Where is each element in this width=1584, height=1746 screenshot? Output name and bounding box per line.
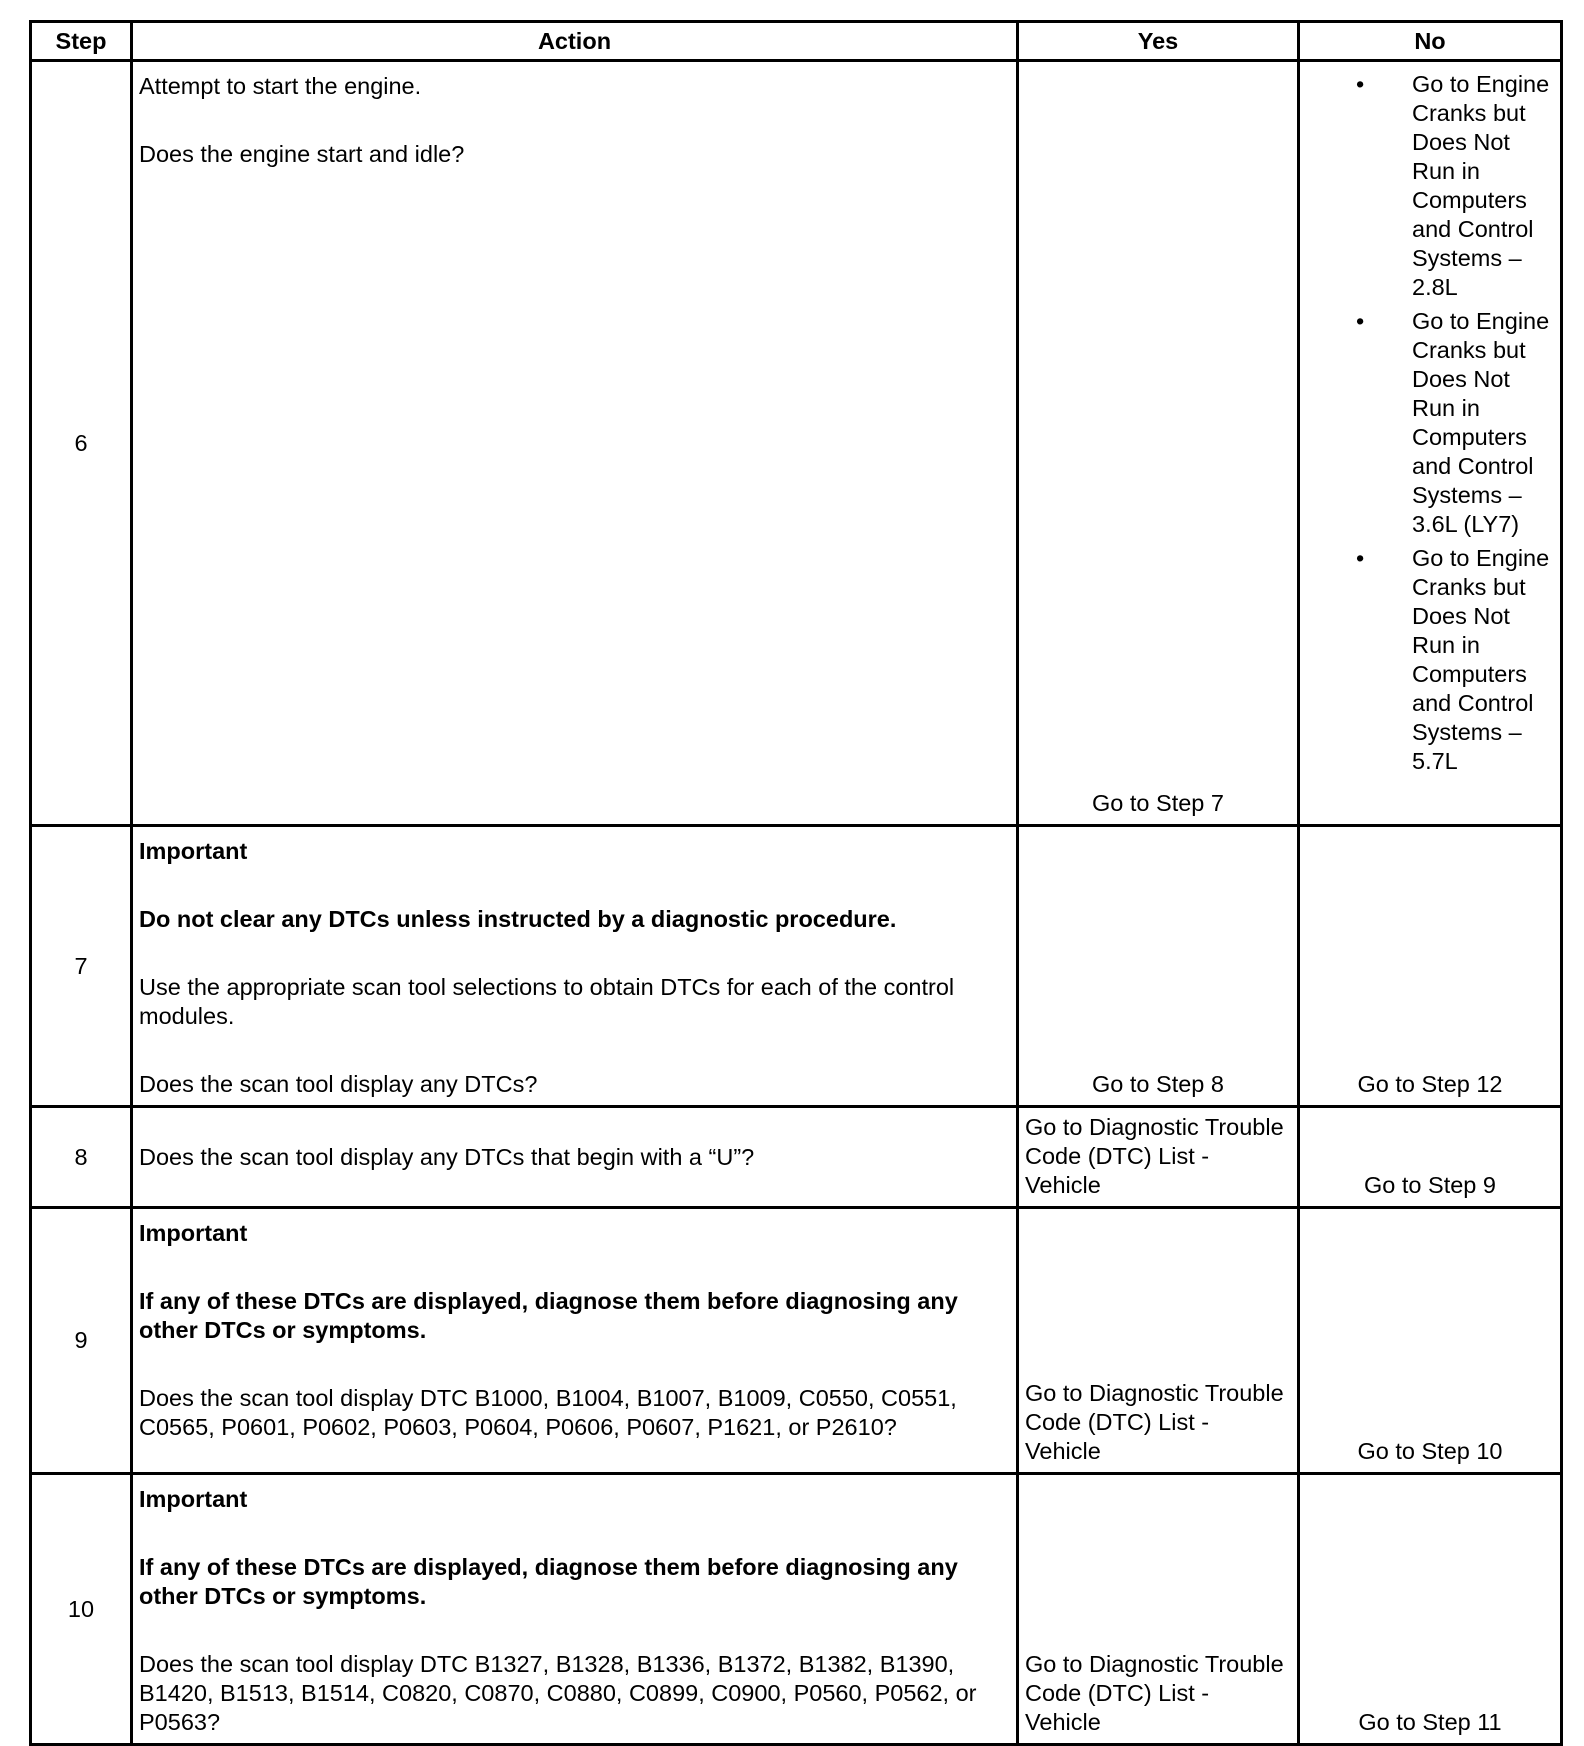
yes-cell[interactable]: Go to Diagnostic Trouble Code (DTC) List - Vehicle <box>1018 1208 1299 1474</box>
yes-cell[interactable]: Go to Diagnostic Trouble Code (DTC) List - Vehicle <box>1018 1474 1299 1745</box>
action-question: Does the scan tool display any DTCs? <box>139 1071 538 1097</box>
diagnostic-table <box>29 20 1563 1746</box>
no-option-link[interactable]: Go to Engine Cranks but Does Not Run in Computers and Control Systems – 5.7L <box>1412 545 1550 774</box>
list-item[interactable] <box>1306 70 1554 302</box>
no-cell[interactable]: Go to Step 10 <box>1299 1208 1562 1474</box>
action-text: Attempt to start the engine. <box>139 73 422 99</box>
important-label: Important <box>139 1220 248 1246</box>
action-question: Does the scan tool display DTC B1000, B1004, B1007, B1009, C0550, C0551, C0565, P0601, P0602, P0603, P0604, P0606, P0607, P1621, or P2610? <box>139 1385 957 1440</box>
step-number: 9 <box>31 1208 132 1474</box>
action-question: Does the scan tool display any DTCs that begin with a “U”? <box>139 1143 755 1170</box>
no-cell[interactable]: Go to Step 12 <box>1299 826 1562 1107</box>
table-row-step-8 <box>31 1107 1562 1208</box>
action-cell <box>132 61 1018 826</box>
important-note: If any of these DTCs are displayed, diagnose them before diagnosing any other DTCs or symptoms. <box>139 1288 958 1343</box>
step-number: 10 <box>31 1474 132 1745</box>
table-row-step-9 <box>31 1208 1562 1474</box>
step-number: 6 <box>31 61 132 826</box>
important-note: If any of these DTCs are displayed, diagnose them before diagnosing any other DTCs or symptoms. <box>139 1554 958 1609</box>
header-row <box>31 22 1562 61</box>
no-option-link[interactable]: Go to Engine Cranks but Does Not Run in Computers and Control Systems – 2.8L <box>1412 71 1550 300</box>
important-label: Important <box>139 1486 248 1512</box>
bullet-icon: • <box>1356 545 1365 571</box>
action-text: Use the appropriate scan tool selections to obtain DTCs for each of the control modules. <box>139 974 955 1029</box>
bullet-icon: • <box>1356 71 1365 97</box>
action-cell <box>132 826 1018 1107</box>
yes-cell[interactable]: Go to Step 8 <box>1018 826 1299 1107</box>
action-cell <box>132 1474 1018 1745</box>
header-action: Action <box>132 22 1018 61</box>
action-question: Does the engine start and idle? <box>139 141 465 167</box>
yes-cell[interactable]: Go to Diagnostic Trouble Code (DTC) List - Vehicle <box>1018 1107 1299 1208</box>
action-cell <box>132 1208 1018 1474</box>
action-question: Does the scan tool display DTC B1327, B1328, B1336, B1372, B1382, B1390, B1420, B1513, B1514, C0820, C0870, C0880, C0899, C0900, P0560, P0562, or P0563? <box>139 1651 977 1735</box>
no-cell[interactable]: Go to Step 11 <box>1299 1474 1562 1745</box>
step-number: 7 <box>31 826 132 1107</box>
header-no: No <box>1299 22 1562 61</box>
table-row-step-10 <box>31 1474 1562 1745</box>
no-cell[interactable]: Go to Step 9 <box>1299 1107 1562 1208</box>
no-cell <box>1299 61 1562 826</box>
important-note: Do not clear any DTCs unless instructed by a diagnostic procedure. <box>139 906 897 932</box>
no-option-link[interactable]: Go to Engine Cranks but Does Not Run in Computers and Control Systems – 3.6L (LY7) <box>1412 308 1550 537</box>
bullet-icon: • <box>1356 308 1365 334</box>
list-item[interactable] <box>1306 307 1554 539</box>
header-step: Step <box>31 22 132 61</box>
step-number: 8 <box>31 1107 132 1208</box>
no-options-list <box>1306 70 1554 776</box>
table-row-step-7 <box>31 826 1562 1107</box>
important-label: Important <box>139 838 248 864</box>
table-row-step-6 <box>31 61 1562 826</box>
header-yes: Yes <box>1018 22 1299 61</box>
yes-cell[interactable]: Go to Step 7 <box>1018 61 1299 826</box>
action-cell <box>132 1107 1018 1208</box>
list-item[interactable] <box>1306 544 1554 776</box>
